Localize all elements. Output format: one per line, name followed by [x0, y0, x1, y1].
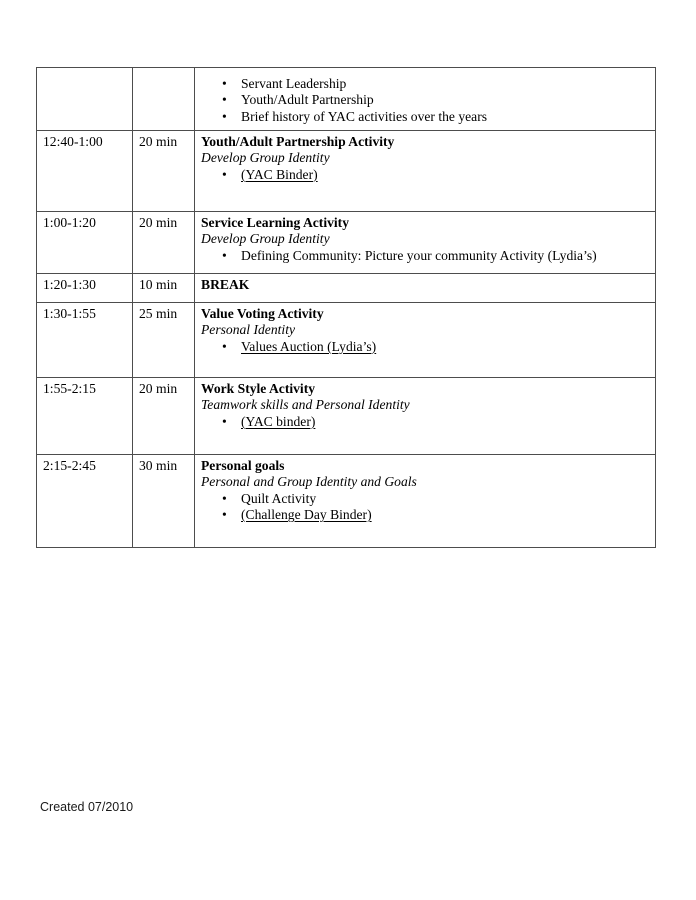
activity-title: Service Learning Activity — [201, 215, 349, 230]
bullet-list — [201, 491, 649, 524]
time-cell: 1:55-2:15 — [37, 378, 133, 455]
time-cell: 1:20-1:30 — [37, 274, 133, 303]
activity-cell — [195, 68, 656, 131]
time-cell: 1:30-1:55 — [37, 303, 133, 378]
activity-cell — [195, 212, 656, 274]
bullet-list — [201, 339, 649, 355]
table-row — [37, 131, 656, 212]
duration-cell: 20 min — [133, 378, 195, 455]
table-row — [37, 212, 656, 274]
activity-title: Youth/Adult Partnership Activity — [201, 134, 395, 149]
bullet-text: Defining Community: Picture your community Activity (Lydia’s) — [241, 247, 597, 263]
footer-created-date: Created 07/2010 — [40, 800, 134, 814]
activity-cell — [195, 303, 656, 378]
bullet-text: (YAC binder) — [241, 413, 316, 429]
bullet-text: Youth/Adult Partnership — [241, 92, 374, 108]
activity-title: Personal goals — [201, 458, 285, 473]
table-row — [37, 68, 656, 131]
activity-subtitle: Teamwork skills and Personal Identity — [201, 397, 410, 413]
bullet-list — [201, 76, 649, 125]
activity-cell — [195, 131, 656, 212]
bullet-item — [201, 109, 649, 125]
bullet-item — [201, 92, 649, 108]
schedule-table — [36, 67, 656, 548]
schedule-table-body — [37, 68, 656, 548]
bullet-item — [201, 414, 649, 430]
bullet-item — [201, 248, 649, 264]
bullet-item — [201, 491, 649, 507]
activity-subtitle: Develop Group Identity — [201, 150, 330, 166]
time-cell — [37, 68, 133, 131]
bullet-item — [201, 76, 649, 92]
duration-cell: 30 min — [133, 455, 195, 548]
activity-cell — [195, 274, 656, 303]
bullet-text: Quilt Activity — [241, 490, 317, 506]
duration-cell: 20 min — [133, 131, 195, 212]
table-row — [37, 378, 656, 455]
table-row — [37, 274, 656, 303]
duration-cell: 25 min — [133, 303, 195, 378]
bullet-text: (YAC Binder) — [241, 166, 318, 182]
bullet-text: Values Auction (Lydia’s) — [241, 338, 377, 354]
time-cell: 12:40-1:00 — [37, 131, 133, 212]
time-cell: 2:15-2:45 — [37, 455, 133, 548]
time-cell: 1:00-1:20 — [37, 212, 133, 274]
activity-subtitle: Develop Group Identity — [201, 231, 330, 247]
activity-title: BREAK — [201, 277, 250, 292]
activity-cell — [195, 455, 656, 548]
duration-cell: 10 min — [133, 274, 195, 303]
bullet-item — [201, 507, 649, 523]
bullet-list — [201, 248, 649, 264]
bullet-item — [201, 339, 649, 355]
table-row — [37, 455, 656, 548]
activity-cell — [195, 378, 656, 455]
activity-subtitle: Personal Identity — [201, 322, 296, 338]
bullet-text: Servant Leadership — [241, 76, 347, 91]
bullet-item — [201, 167, 649, 183]
duration-cell: 20 min — [133, 212, 195, 274]
activity-title: Work Style Activity — [201, 381, 316, 396]
bullet-text: (Challenge Day Binder) — [241, 506, 372, 522]
bullet-list — [201, 167, 649, 183]
table-row — [37, 303, 656, 378]
bullet-list — [201, 414, 649, 430]
duration-cell — [133, 68, 195, 131]
bullet-text: Brief history of YAC activities over the years — [241, 108, 488, 124]
activity-subtitle: Personal and Group Identity and Goals — [201, 474, 417, 490]
activity-title: Value Voting Activity — [201, 306, 324, 321]
